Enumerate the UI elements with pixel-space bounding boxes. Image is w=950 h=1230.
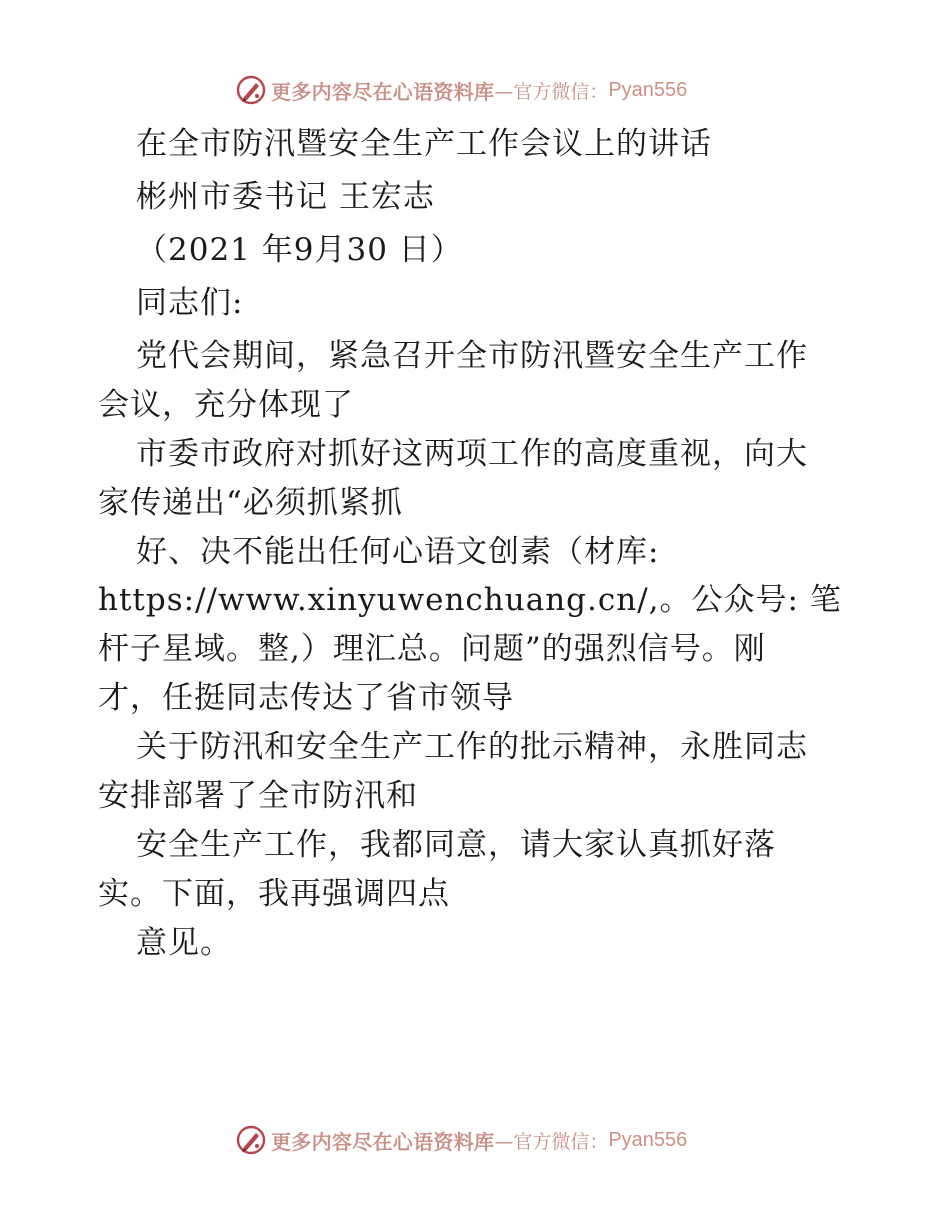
- text-line: 市委市政府对抓好这两项工作的高度重视，向大: [136, 435, 808, 472]
- paragraph: [98, 432, 858, 526]
- text-line: 家传递出“必须抓紧抓: [98, 484, 403, 521]
- text-line: 关于防汛和安全生产工作的批示精神，永胜同志: [136, 729, 808, 766]
- footer-watermark: [235, 1122, 687, 1158]
- pen-logo-icon: [235, 74, 267, 106]
- watermark-main-text: 更多内容尽在心语资料库: [271, 79, 495, 104]
- paragraph: [98, 823, 858, 917]
- document-title: 在全市防汛暨安全生产工作会议上的讲话: [136, 126, 712, 162]
- watermark-contact-id: Pyan556: [608, 1128, 688, 1151]
- salutation: 同志们:: [136, 284, 244, 321]
- date-line: （2021 年9月30 日）: [136, 231, 463, 268]
- header-watermark: [235, 72, 687, 108]
- text-line: 党代会期间，紧急召开全市防汛暨安全生产工作: [136, 337, 808, 374]
- paragraph: [98, 334, 858, 428]
- text-line: 才，任挺同志传达了省市领导: [98, 680, 514, 717]
- pen-logo-icon: [235, 1124, 267, 1156]
- text-line: 好、决不能出任何心语文创素（材库:: [136, 533, 660, 570]
- text-line: 安全生产工作，我都同意，请大家认真抓好落: [136, 827, 776, 864]
- text-line: 安排部署了全市防汛和: [98, 778, 418, 815]
- paragraph: [98, 725, 858, 819]
- text-line: 意见。: [136, 925, 232, 961]
- watermark-contact-text: —官方微信：: [494, 1130, 609, 1153]
- watermark-contact-text: —官方微信：: [494, 80, 609, 103]
- text-line: 杆子星域。整,）理汇总。问题”的强烈信号。刚: [98, 631, 766, 668]
- author-line: 彬州市委书记 王宏志: [136, 178, 435, 215]
- watermark-contact-id: Pyan556: [608, 78, 688, 101]
- text-line: 会议，充分体现了: [98, 386, 354, 423]
- text-line: 实。下面，我再强调四点: [98, 876, 450, 913]
- watermark-main-text: 更多内容尽在心语资料库: [271, 1129, 495, 1154]
- paragraph: [98, 530, 858, 722]
- text-line: https://www.xinyuwenchuang.cn/,。公众号: 笔: [98, 582, 842, 619]
- document-body: [98, 122, 858, 974]
